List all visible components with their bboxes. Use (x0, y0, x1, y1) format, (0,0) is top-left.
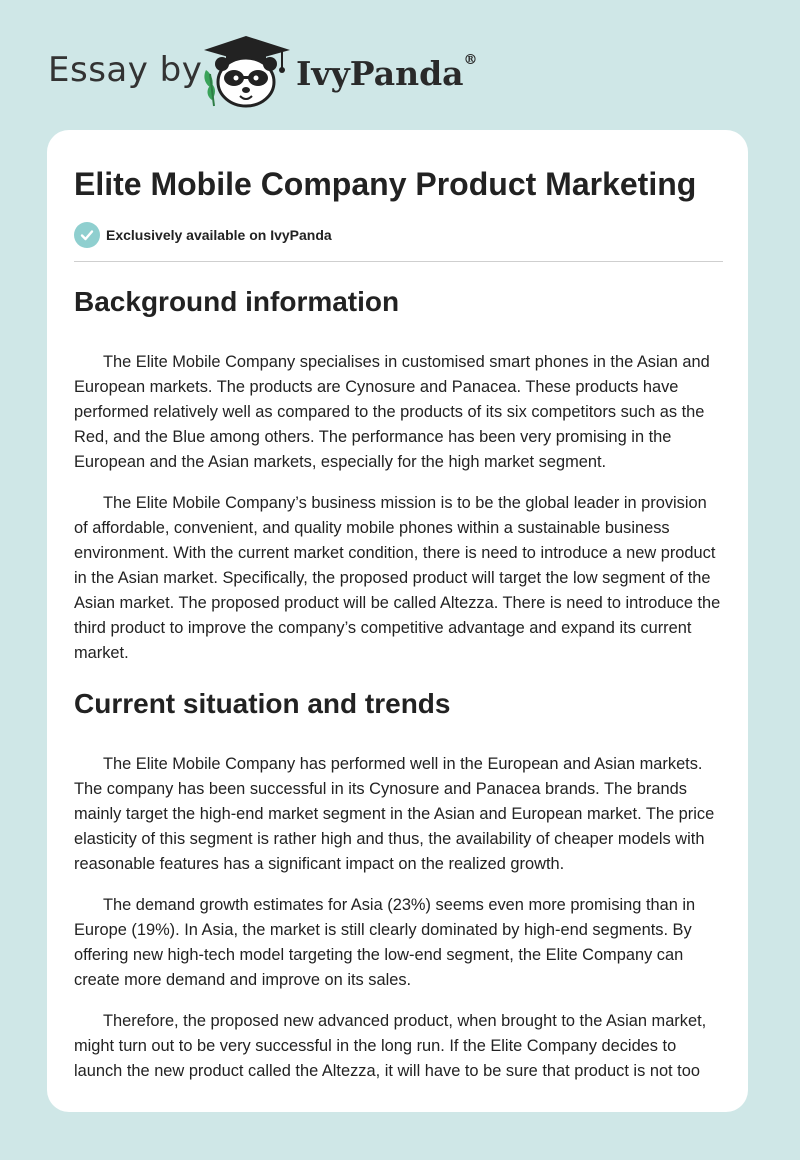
paragraph: The Elite Mobile Company has performed well in the European and Asian markets. The company has been successful in its Cynosure and Panacea brands. The brands mainly target the high-end market segment in the Asian and European market. The price elasticity of this segment is rather high and thus, the availability of cheaper models with reasonable features has a significant impact on the realized growth. (74, 755, 715, 873)
site-header (0, 0, 800, 120)
article-body (74, 280, 724, 1100)
essay-by-label: Essay by (48, 50, 203, 90)
paragraph: The Elite Mobile Company’s business mission is to be the global leader in provision of affordable, convenient, and quality mobile phones within a sustainable business environment. With the current market condition, there is need to introduce a new product in the Asian market. Specifically, the proposed product will target the low segment of the Asian market. The proposed product will be called Altezza. There is need to introduce the third product to improve the company’s competitive advantage and expand its current market. (74, 494, 721, 662)
article-card (47, 130, 748, 1112)
exclusive-badge (74, 222, 332, 248)
paragraph: The demand growth estimates for Asia (23%) seems even more promising than in Europe (19%). In Asia, the market is still clearly dominated by high-end segments. By offering new high-tech model targeting the low-end segment, the Elite Company can create more demand and improve on its sales. (74, 896, 696, 989)
panda-logo-icon[interactable] (200, 34, 292, 110)
exclusive-label: Exclusively available on IvyPanda (106, 227, 332, 243)
section-heading-current-situation: Current situation and trends (74, 688, 451, 719)
divider (74, 261, 723, 262)
page-title: Elite Mobile Company Product Marketing (74, 166, 697, 202)
paragraph: The Elite Mobile Company specialises in customised smart phones in the Asian and European markets. The products are Cynosure and Panacea. These products have performed relatively well as compared to the products of its six competitors such as the Red, and the Blue among others. The performance has been very promising in the European and the Asian markets, especially for the high market segment. (74, 353, 710, 471)
check-circle-icon (74, 222, 100, 248)
paragraph: Therefore, the proposed new advanced product, when brought to the Asian market, might turn out to be very successful in the long run. If the Elite Company decides to launch the new product called the Altezza, it will have to be sure that product is not too (74, 1012, 707, 1080)
brand-name[interactable]: IvyPanda® (296, 52, 478, 93)
section-heading-background: Background information (74, 286, 400, 317)
